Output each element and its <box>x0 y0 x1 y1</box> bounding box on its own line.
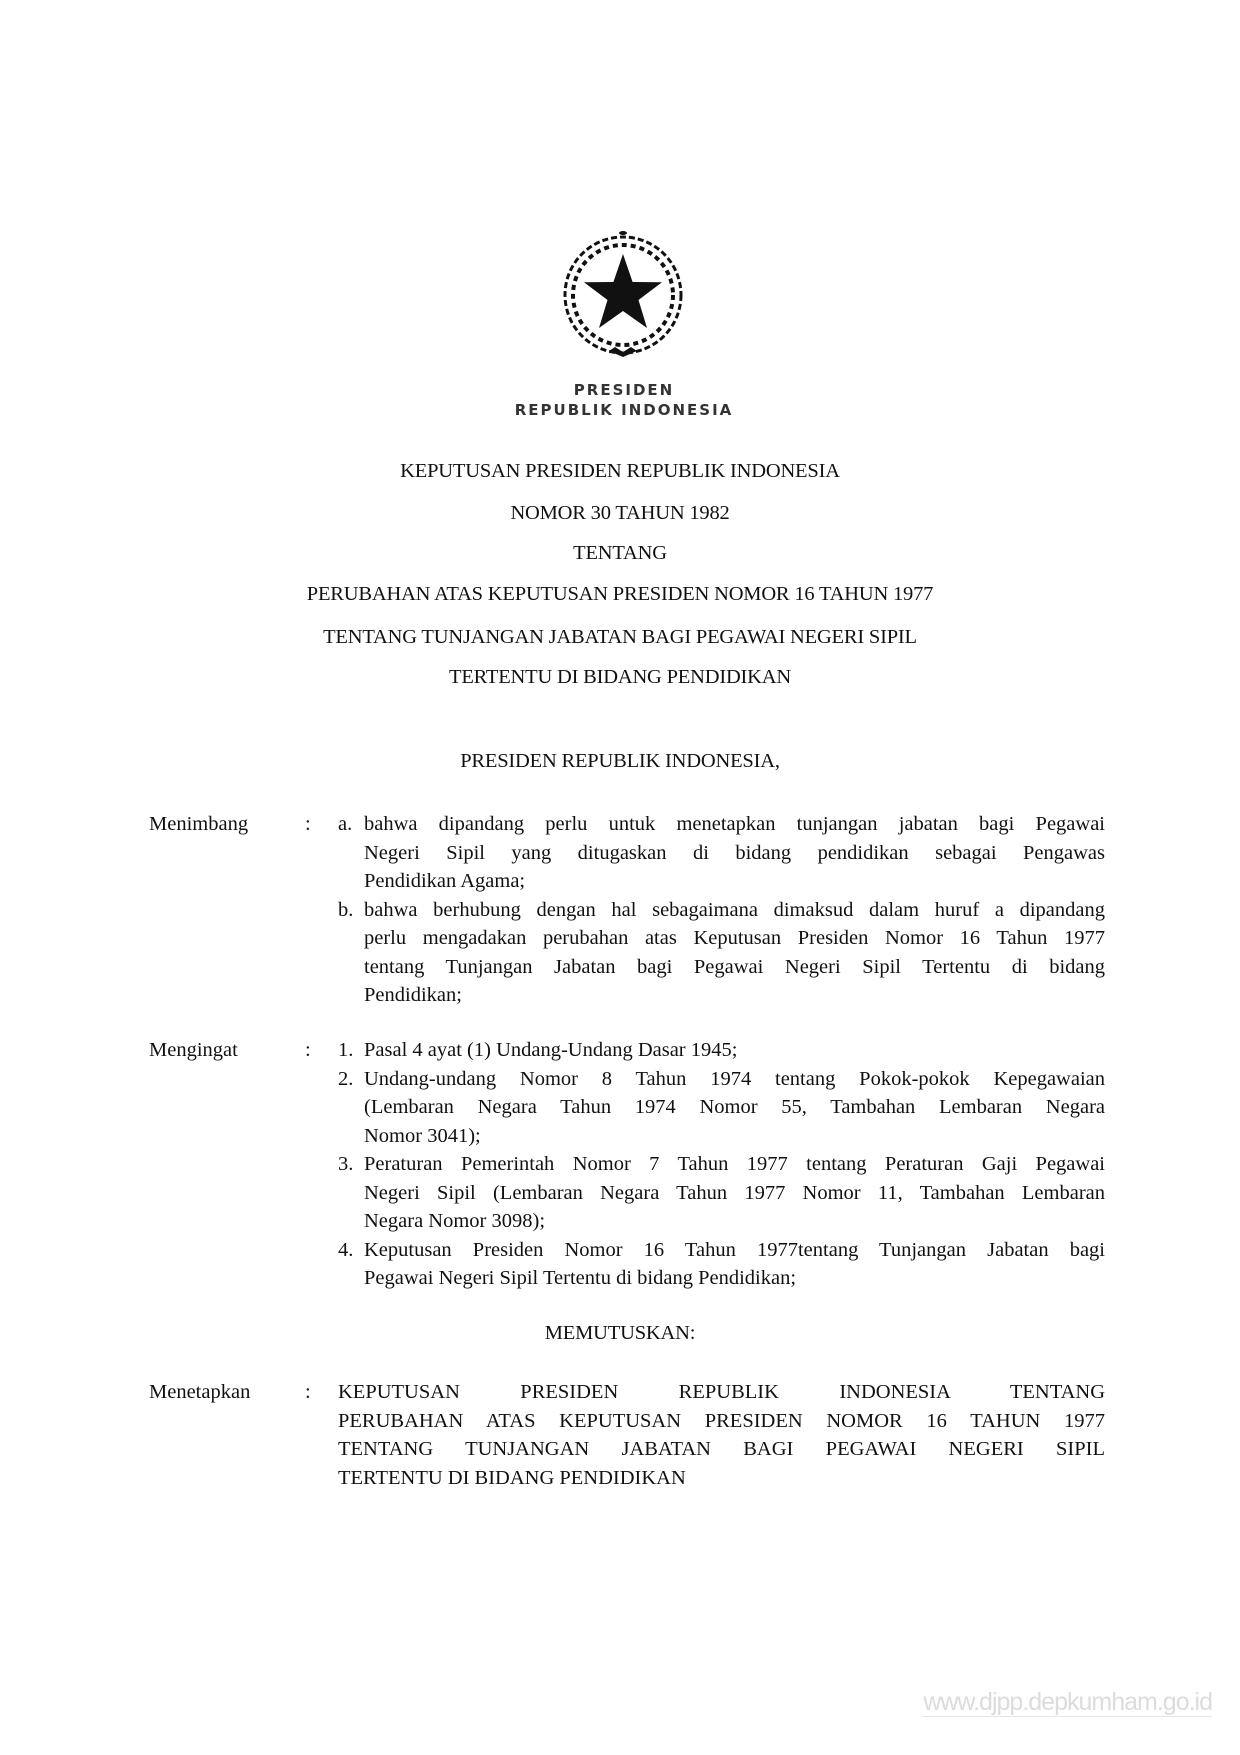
text-line-content: Negeri Sipil (Lembaran Negara Tahun 1977 Nomor 11, Tambahan Lembaran <box>364 1181 1105 1204</box>
text-line-content: TENTANG TUNJANGAN JABATAN BAGI PEGAWAI NEGERI SIPIL <box>338 1438 1105 1460</box>
text-line-content: KEPUTUSAN PRESIDEN REPUBLIK INDONESIA TENTANG <box>338 1381 1105 1403</box>
text-line <box>364 1236 1105 1265</box>
list-marker: 3. <box>338 1153 354 1175</box>
text-line <box>364 810 1105 839</box>
list-item <box>338 1036 1105 1065</box>
menimbang-label: Menimbang <box>149 813 249 835</box>
text-line-content: Keputusan Presiden Nomor 16 Tahun 1977tentang Tunjangan Jabatan bagi <box>364 1238 1105 1261</box>
preamble: PRESIDEN REPUBLIK INDONESIA, <box>460 750 780 772</box>
emblem-caption-republik: REPUBLIK INDONESIA <box>514 401 734 419</box>
text-line <box>364 1065 1105 1094</box>
text-line <box>364 867 1105 896</box>
text-line <box>364 1264 1105 1293</box>
text-line-content: perlu mengadakan perubahan atas Keputusan Presiden Nomor 16 Tahun 1977 <box>364 927 1105 949</box>
menetapkan-text <box>338 1378 1105 1492</box>
text-line-content: Undang-undang Nomor 8 Tahun 1974 tentang Pokok-pokok Kepegawaian <box>364 1067 1105 1090</box>
text-line <box>364 896 1105 925</box>
mengingat-label: Mengingat <box>149 1039 238 1061</box>
list-item <box>338 1150 1105 1236</box>
text-line-content: Nomor 3041); <box>364 1124 481 1147</box>
text-line <box>364 1093 1105 1122</box>
text-line <box>364 839 1105 868</box>
text-line <box>364 981 1105 1010</box>
text-line <box>364 953 1105 982</box>
title-line: KEPUTUSAN PRESIDEN REPUBLIK INDONESIA <box>400 460 840 482</box>
title-line: TENTANG TUNJANGAN JABATAN BAGI PEGAWAI NEGERI SIPIL <box>323 626 917 648</box>
watermark: www.djpp.depkumham.go.id <box>923 1688 1212 1716</box>
text-line <box>338 1464 1105 1493</box>
list-marker: 2. <box>338 1067 354 1090</box>
menimbang-colon: : <box>305 813 311 835</box>
text-line-content: Negeri Sipil yang ditugaskan di bidang pendidikan sebagai Pengawas <box>364 841 1105 864</box>
mengingat-list <box>338 1036 1105 1293</box>
list-marker: 1. <box>338 1039 354 1061</box>
text-line <box>364 1150 1105 1179</box>
emblem-caption-presiden: PRESIDEN <box>573 381 675 399</box>
text-line-content: Negara Nomor 3098); <box>364 1210 546 1232</box>
text-line-content: Peraturan Pemerintah Nomor 7 Tahun 1977 tentang Peraturan Gaji Pegawai <box>364 1153 1105 1175</box>
text-line <box>338 1435 1105 1464</box>
title-line: NOMOR 30 TAHUN 1982 <box>510 502 730 524</box>
text-line-content: Pasal 4 ayat (1) Undang-Undang Dasar 1945; <box>364 1039 738 1061</box>
list-marker: b. <box>338 898 354 921</box>
text-line <box>364 1179 1105 1208</box>
list-item <box>338 1065 1105 1151</box>
list-item <box>338 1236 1105 1293</box>
text-line-content: Pendidikan Agama; <box>364 870 526 892</box>
text-line <box>364 1036 1105 1065</box>
list-marker: 4. <box>338 1238 354 1261</box>
text-line-content: Pegawai Negeri Sipil Tertentu di bidang Pendidikan; <box>364 1267 797 1289</box>
text-line <box>338 1407 1105 1436</box>
text-line <box>338 1378 1105 1407</box>
title-line: PERUBAHAN ATAS KEPUTUSAN PRESIDEN NOMOR 16 TAHUN 1977 <box>306 583 934 605</box>
list-item <box>338 896 1105 1010</box>
text-line <box>364 1122 1105 1151</box>
menimbang-list <box>338 810 1105 1010</box>
text-line-content: (Lembaran Negara Tahun 1974 Nomor 55, Tambahan Lembaran Negara <box>364 1096 1105 1118</box>
list-marker: a. <box>338 813 353 835</box>
text-line-content: PERUBAHAN ATAS KEPUTUSAN PRESIDEN NOMOR 16 TAHUN 1977 <box>338 1409 1105 1432</box>
menetapkan-colon: : <box>305 1381 311 1403</box>
menetapkan-label: Menetapkan <box>149 1381 251 1403</box>
text-line-content: tentang Tunjangan Jabatan bagi Pegawai Negeri Sipil Tertentu di bidang <box>364 955 1105 978</box>
text-line <box>364 924 1105 953</box>
title-line: TENTANG <box>573 542 667 564</box>
memutuskan-heading: MEMUTUSKAN: <box>544 1322 696 1344</box>
text-line-content: TERTENTU DI BIDANG PENDIDIKAN <box>338 1466 686 1489</box>
mengingat-colon: : <box>305 1039 311 1061</box>
title-line: TERTENTU DI BIDANG PENDIDIKAN <box>449 666 791 688</box>
text-line-content: Pendidikan; <box>364 984 462 1006</box>
presidential-emblem-icon <box>556 228 690 362</box>
list-item <box>338 810 1105 896</box>
text-line-content: bahwa dipandang perlu untuk menetapkan tunjangan jabatan bagi Pegawai <box>364 813 1105 835</box>
text-line-content: bahwa berhubung dengan hal sebagaimana dimaksud dalam huruf a dipandang <box>364 898 1105 921</box>
text-line <box>364 1207 1105 1236</box>
